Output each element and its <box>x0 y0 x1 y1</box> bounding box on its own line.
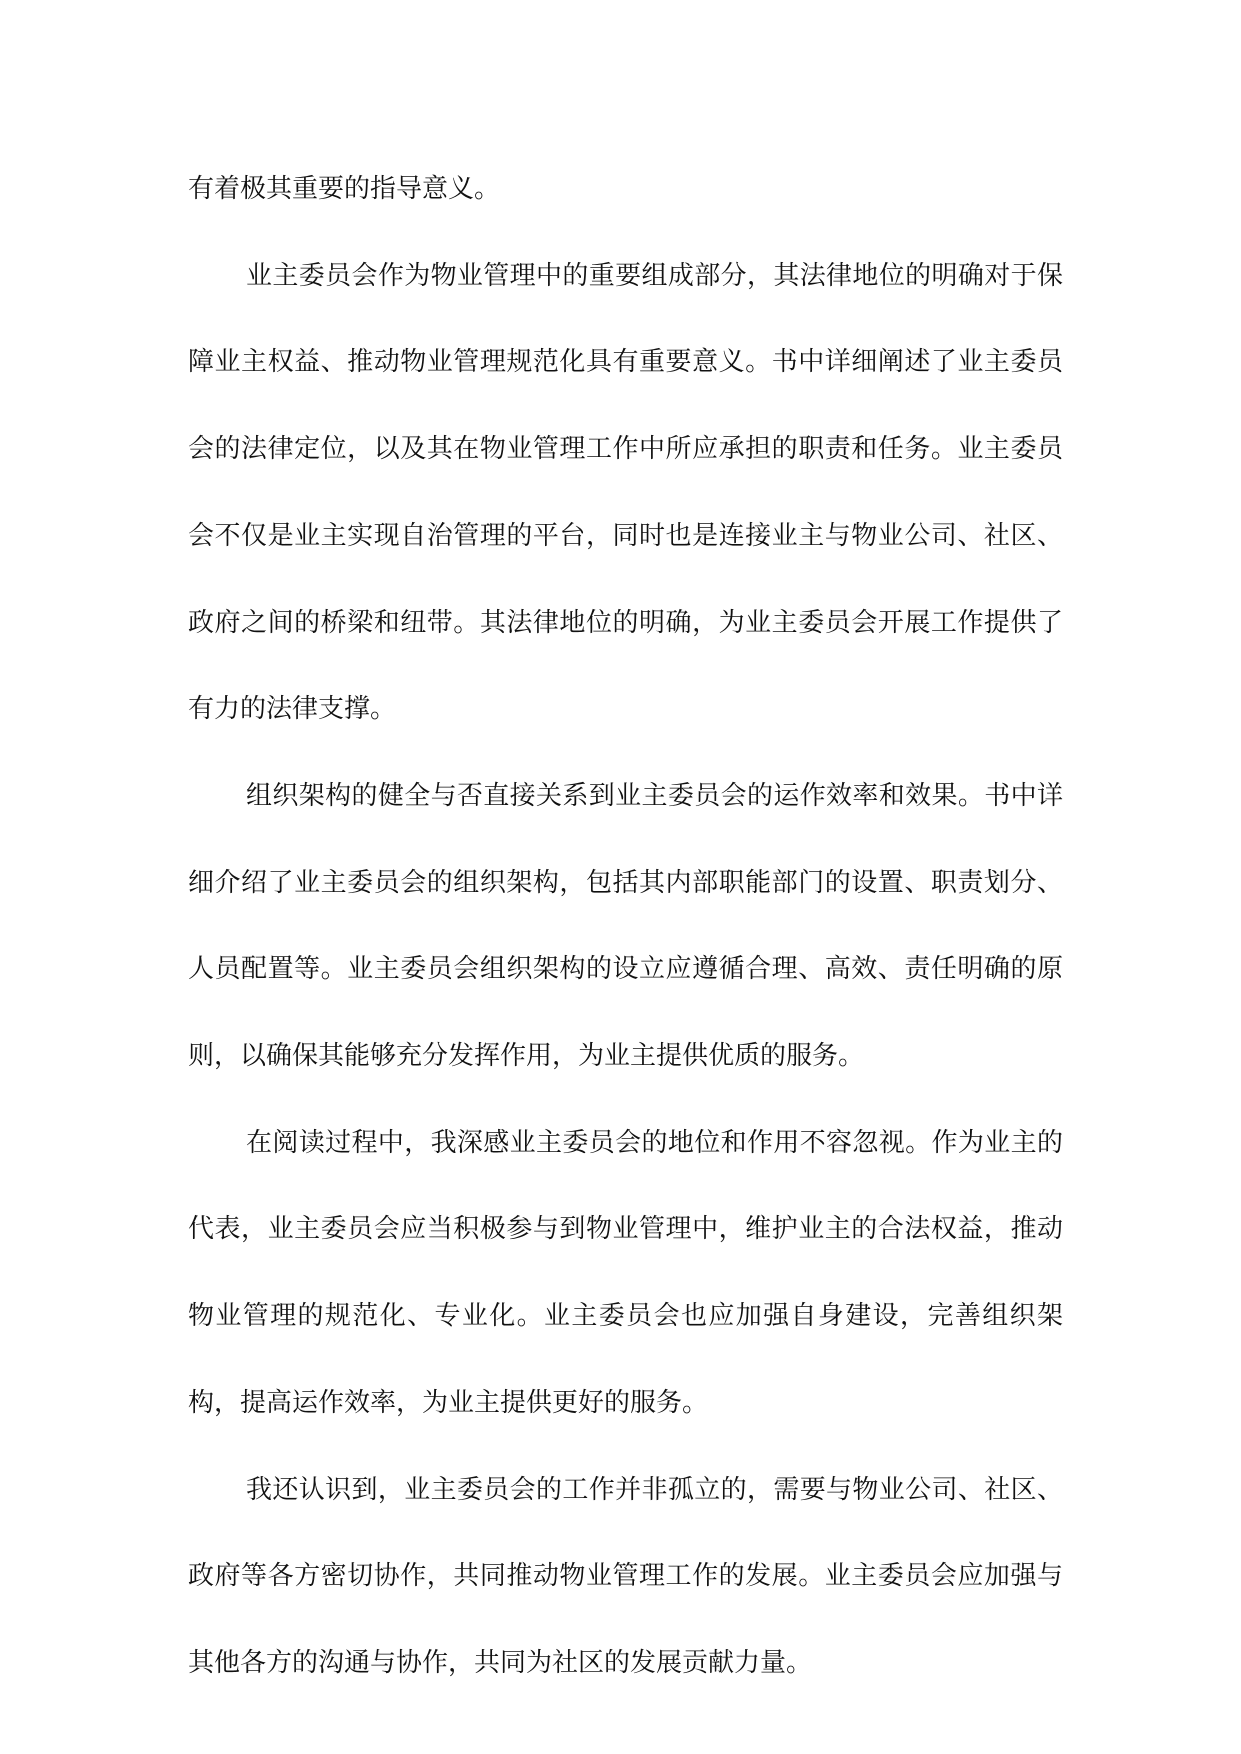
paragraph-2: 业主委员会作为物业管理中的重要组成部分，其法律地位的明确对于保障业主权益、推动物业管理规范化具有重要意义。书中详细阐述了业主委员会的法律定位，以及其在物业管理工作中所应承担的职责和任务。业主委员会不仅是业主实现自治管理的平台，同时也是连接业主与物业公司、社区、政府之间的桥梁和纽带。其法律地位的明确，为业主委员会开展工作提供了有力的法律支撑。 <box>188 260 1063 725</box>
body-text <box>188 146 1063 1707</box>
paragraph-1: 有着极其重要的指导意义。 <box>188 174 501 204</box>
paragraph-5: 我还认识到，业主委员会的工作并非孤立的，需要与物业公司、社区、政府等各方密切协作，共同推动物业管理工作的发展。业主委员会应加强与其他各方的沟通与协作，共同为社区的发展贡献力量。 <box>188 1474 1063 1678</box>
paragraph-3: 组织架构的健全与否直接关系到业主委员会的运作效率和效果。书中详细介绍了业主委员会的组织架构，包括其内部职能部门的设置、职责划分、人员配置等。业主委员会组织架构的设立应遵循合理、高效、责任明确的原则，以确保其能够充分发挥作用，为业主提供优质的服务。 <box>188 780 1063 1072</box>
paragraph-4: 在阅读过程中，我深感业主委员会的地位和作用不容忽视。作为业主的代表，业主委员会应当积极参与到物业管理中，维护业主的合法权益，推动物业管理的规范化、专业化。业主委员会也应加强自身建设，完善组织架构，提高运作效率，为业主提供更好的服务。 <box>188 1127 1063 1418</box>
